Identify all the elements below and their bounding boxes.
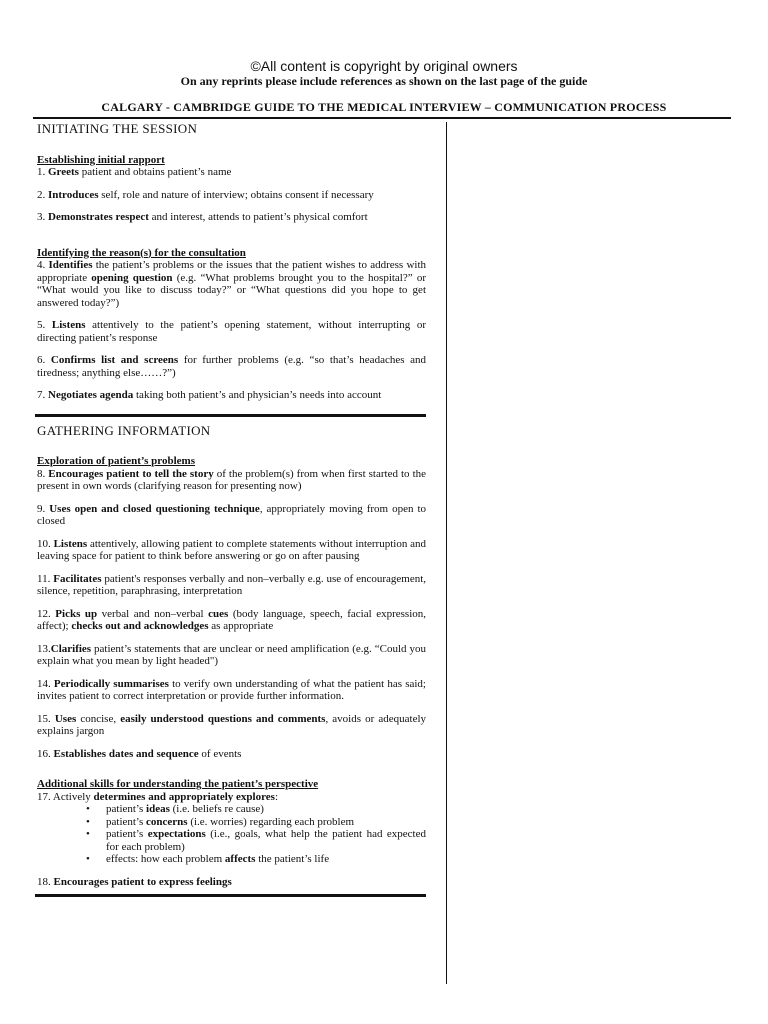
subheading-exploration: Exploration of patient’s problems <box>37 455 195 467</box>
copyright-notice: ©All content is copyright by original owners <box>250 58 518 74</box>
bottom-divider <box>35 894 426 897</box>
subheading-rapport: Establishing initial rapport <box>37 153 165 166</box>
item-14: 14. Periodically summarises to verify own understanding of what the patient has said; invites patient to correct interpretation or provide further information. <box>37 677 426 702</box>
subheading-perspective: Additional skills for understanding the patient’s perspective <box>37 778 319 790</box>
item-10: 10. Listens attentively, allowing patient to complete statements without interruption and leaving space for patient to think before answering or go on after pausing <box>37 537 427 562</box>
section-heading-initiating: INITIATING THE SESSION <box>37 121 198 136</box>
reprint-note: On any reprints please include references as shown on the last page of the guide <box>180 74 588 88</box>
item-5: 5. Listens attentively to the patient’s opening statement, without interrupting or directing patient’s response <box>37 319 426 344</box>
bullet-item-expectations: • patient’s expectations (i.e., goals, what help the patient had expected for each problem) <box>92 828 426 853</box>
item-16: 16. Establishes dates and sequence of events <box>37 747 242 760</box>
item-17: 17. Actively determines and appropriately explores: <box>37 790 278 803</box>
bullet-item-concerns: • patient’s concerns (i.e. worries) regarding each problem <box>92 816 426 829</box>
item-1: 1. Greets patient and obtains patient’s name <box>37 166 232 178</box>
item-18: 18. Encourages patient to express feelings <box>37 875 232 888</box>
guide-title: CALGARY - CAMBRIDGE GUIDE TO THE MEDICAL INTERVIEW – COMMUNICATION PROCESS <box>101 100 667 114</box>
item-2: 2. Introduces self, role and nature of interview; obtains consent if necessary <box>37 188 374 201</box>
left-column <box>37 120 426 897</box>
column-divider <box>446 122 447 984</box>
item-3: 3. Demonstrates respect and interest, attends to patient’s physical comfort <box>37 211 368 223</box>
item-7: 7. Negotiates agenda taking both patient’s and physician’s needs into account <box>37 389 382 401</box>
section-divider <box>35 414 426 417</box>
item-13: 13.Clarifies patient’s statements that are unclear or need amplification (e.g. “Could you explain what you mean by light headed") <box>37 642 426 667</box>
item-9: 9. Uses open and closed questioning technique, appropriately moving from open to closed <box>37 502 427 527</box>
bullet-item-ideas: • patient’s ideas (i.e. beliefs re cause) <box>92 803 426 816</box>
section-heading-gathering: GATHERING INFORMATION <box>37 422 211 438</box>
top-divider <box>33 117 731 119</box>
item-6: 6. Confirms list and screens for further problems (e.g. “so that’s headaches and tiredness; anything else……?”) <box>37 354 427 379</box>
item-8: 8. Encourages patient to tell the story of the problem(s) from when first started to the present in own words (clarifying reason for presenting now) <box>37 467 427 492</box>
item-4: 4. Identifies the patient’s problems or the issues that the patient wishes to address with appropriate opening question (e.g. “What problems brought you to the hospital?” or “What would you like to discuss today?” or “What questions did you hope to get answered today?”) <box>37 259 427 309</box>
bullet-item-effects: • effects: how each problem affects the patient’s life <box>92 853 426 866</box>
item-12: 12. Picks up verbal and non–verbal cues (body language, speech, facial expression, affect); checks out and acknowledges as appropriate <box>37 607 427 632</box>
subheading-reason: Identifying the reason(s) for the consultation <box>37 246 246 259</box>
perspective-bullet-list <box>37 803 426 866</box>
item-15: 15. Uses concise, easily understood questions and comments, avoids or adequately explains jargon <box>37 712 427 737</box>
item-11: 11. Facilitates patient's responses verbally and non–verbally e.g. use of encouragement, silence, repetition, paraphrasing, interpretation <box>37 572 427 597</box>
